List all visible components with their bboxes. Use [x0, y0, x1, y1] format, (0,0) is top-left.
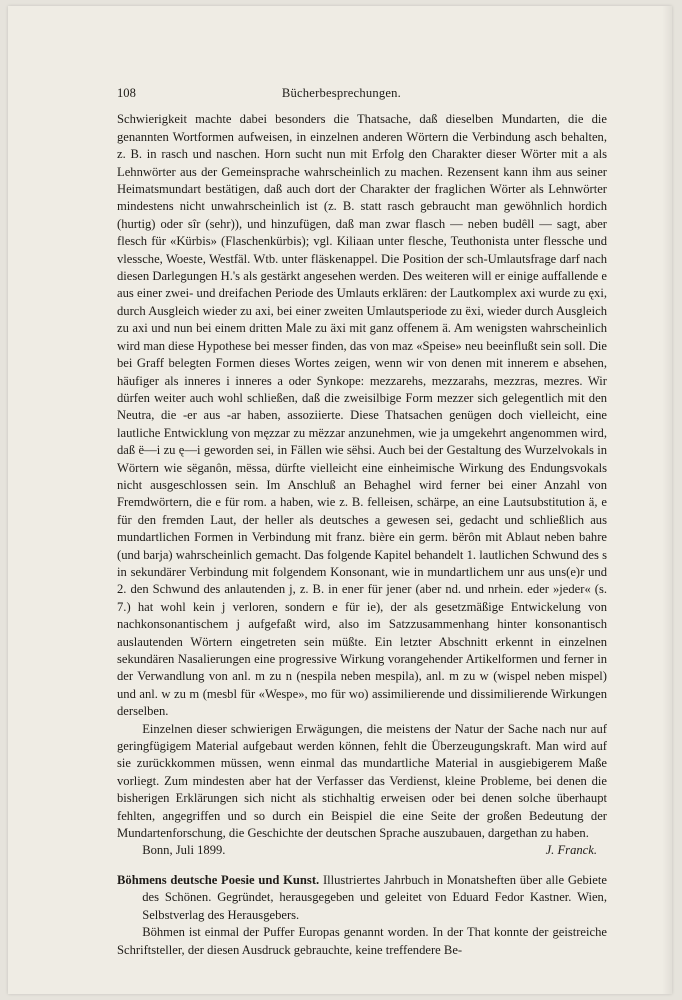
- book-entry: [117, 872, 607, 924]
- review-paragraph-1: Schwierigkeit machte dabei besonders die Thatsache, daß dieselben Mundarten, die die genannten Wortformen aufweisen, in einzelnen anderen Wörtern die Verbindung asch behalten, z. B. in rasch und naschen. Horn sucht nun mit Erfolg den Charakter dieser Wörter mit a als Lehnwörter aus der Gemeinsprache wahrscheinlich zu machen. Rezensent kann ihm aus seiner Heimatsmundart bestätigen, daß auch dort der Charakter der fraglichen Wörter als Lehnwörter mindestens nicht unwahrscheinlich ist (z. B. statt rasch gebraucht man gewöhnlich hordich (hurtig) oder sîr (sehr)), und hinzufügen, daß man zwar flasch — neben budêll — sagt, aber flesch für «Kürbis» (Flaschenkürbis); vgl. Kiliaan unter flesche, Teuthonista unter flessche und vlessche, Woeste, Westfäl. Wtb. unter fläskenappel. Die Position der sch-Umlautsfrage darf nach diesen Darlegungen H.'s als gestärkt angesehen werden. Des weiteren will er einige auffallende e aus einer zwei- und dreifachen Periode des Umlauts erklären: der Lautkomplex axi wurde zu ęxi, durch Ausgleich wieder zu axi, bei einer zweiten Umlautsperiode zu ëxi, wieder durch Ausgleich zu axi und nun bei einem dritten Male zu äxi mit ganz offenem ä. Am wenigsten wahrscheinlich wird man diese Hypothese bei messer finden, das von maz «Speise» neu beeinflußt sein soll. Die bei Graff belegten Formen dieses Wortes zeigen, wenn wir von denen mit innerem e absehen, häufiger als inneres i inneres a oder Synkope: mezzarehs, mezzarahs, mezzras, mezres. Wir dürfen weiter auch wohl schließen, daß die zweisilbige Form mezzer sich gelegentlich mit den Neutra, die -er aus -ar haben, assoziierte. Diese Thatsachen genügen doch vielleicht, eine lautliche Entwicklung von męzzar zu mëzzar anzunehmen, wie ja umgekehrt angenommen wird, daß ë—i zu ę—i geworden sei, in Fällen wie sëhsi. Auch bei der Gestaltung des Wurzelvokals in Wörtern wie sëganôn, mëssa, dürfte vielleicht eine einheimische Wirkung des Endungsvokals nicht ausgeschlossen sein. Im Anschluß an Behaghel wird ferner bei einer Anzahl von Fremdwörtern, die e für rom. a haben, wie z. B. felleisen, schärpe, an eine Lautsubstitution ä, e für den fremden Laut, der heller als deutsches a gewesen sei, gedacht und schließlich aus mundartlichen Formen in Verbindung mit franz. bière ein germ. bërôn mit Ablaut neben bahre (und barja) wahrscheinlich gemacht. Das folgende Kapitel behandelt 1. lautlichen Schwund des s in sekundärer Verbindung mit folgendem Konsonant, wie in mundartlichem unr aus uns(e)r und 2. den Schwund des anlautenden j, z. B. in ener für jener (aber nd. und nrhein. eder »jeder« (s. 7.) hat wohl kein j verloren, sondern e für ie), der als gesetzmäßige Entwickelung von nachkonsonantischem j aufgefaßt wird, also im Satzzusammenhang hinter konsonantisch auslautenden Wörtern eingetreten sein müßte. Ein letzter Abschnitt erkennt in einzelnen sekundären Nasalierungen eine progressive Wirkung vorangehender Artikelformen und ferner in der Verwandlung von anl. m zu n (nespila neben mespila), anl. m zu w (wispel neben mispel) und anl. w zu m (mesbl für «Wespe», mo für wo) assimilierende und dissimilierende Wirkungen derselben.: [117, 112, 607, 719]
- running-head: [117, 85, 607, 102]
- book-entry-title: Böhmens deutsche Poesie und Kunst.: [117, 872, 320, 887]
- review-signature: [117, 842, 607, 859]
- review-author: J. Franck.: [545, 843, 597, 858]
- text-block: [117, 85, 607, 959]
- page-number: 108: [117, 86, 136, 100]
- running-title: Bücherbesprechungen.: [281, 86, 401, 100]
- book-page: [8, 6, 672, 994]
- place-date: Bonn, Juli 1899.: [142, 843, 226, 858]
- book-entry-paragraph: Böhmen ist einmal der Puffer Europas genannt worden. In der That konnte der geistreiche Schriftsteller, der diesen Ausdruck gebrauchte, keine treffendere Be-: [117, 925, 607, 957]
- page-gutter-shadow: [662, 6, 672, 994]
- book-entry-description: Illustriertes Jahrbuch in Monatsheften über alle Gebiete des Schönen. Gegründet, herausgegeben und geleitet von Eduard Fedor Kastner. Wien, Selbstverlag des Herausgebers.: [142, 872, 607, 922]
- review-paragraph-2: Einzelnen dieser schwierigen Erwägungen, die meistens der Natur der Sache nach nur auf geringfügigem Material aufgebaut werden können, fehlt die Überzeugungskraft. Man wird auf sie zurückkommen müssen, wenn einmal das mundartliche Material in ausgiebigerem Maße vorliegt. Zum mindesten aber hat der Verfasser das Verdienst, kleine Probleme, bei denen die bisherigen Erklärungen sich nicht als stichhaltig erweisen oder bei denen solche überhaupt fehlten, angegriffen und so durch ein Beispiel die eine Seite der großen Bedeutung der Mundartenforschung, die Geschichte der deutschen Sprache auszubauen, dargethan zu haben.: [117, 721, 607, 841]
